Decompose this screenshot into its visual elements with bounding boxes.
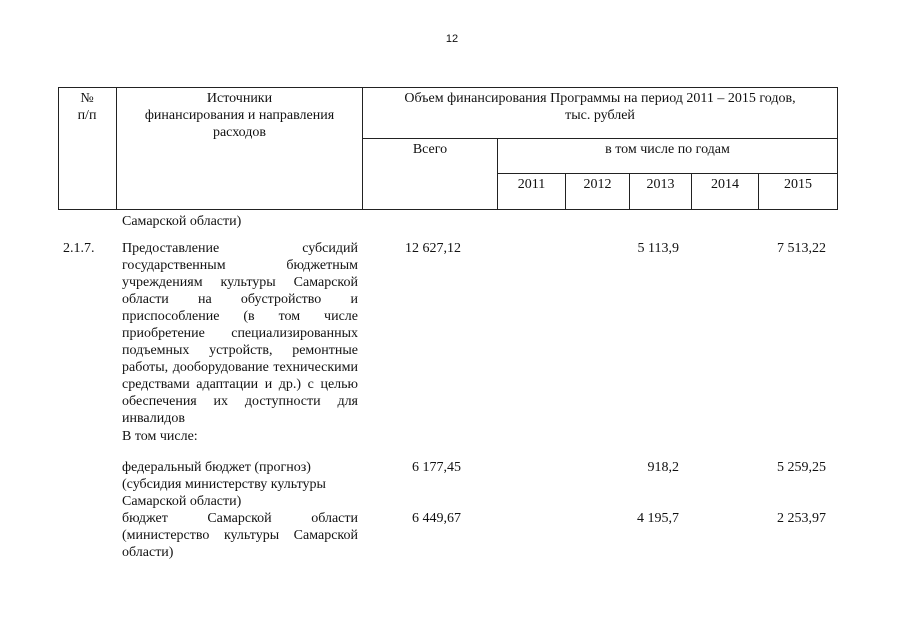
regional-2015: 2 253,97 xyxy=(777,511,826,526)
continuation-text: Самарской области) xyxy=(122,214,242,229)
regional-2013: 4 195,7 xyxy=(637,511,679,526)
federal-2013: 918,2 xyxy=(647,460,679,475)
header-total: Всего xyxy=(412,142,448,157)
page-number: 12 xyxy=(445,33,459,45)
item-number: 2.1.7. xyxy=(63,241,95,256)
header-number: № п/п xyxy=(77,91,97,123)
header-bottom-border xyxy=(58,209,838,210)
header-volume: Объем финансирования Программы на период 2011 – 2015 годов, тыс. рублей xyxy=(404,91,796,123)
header-rule-years xyxy=(497,173,838,174)
header-top-border xyxy=(58,87,838,88)
table-right-border xyxy=(837,87,838,209)
header-year-2013: 2013 xyxy=(646,177,675,192)
header-year-2014: 2014 xyxy=(711,177,739,192)
header-rule-volume xyxy=(362,138,838,139)
federal-total: 6 177,45 xyxy=(412,460,461,475)
header-year-2015: 2015 xyxy=(784,177,812,192)
regional-description: бюджет Самарской области (министерство культуры Самарской области) xyxy=(122,511,358,560)
header-by-years: в том числе по годам xyxy=(605,142,730,157)
federal-2015: 5 259,25 xyxy=(777,460,826,475)
item-2013: 5 113,9 xyxy=(637,241,679,256)
header-year-2012: 2012 xyxy=(583,177,612,192)
federal-description: федеральный бюджет (прогноз) (субсидия министерству культуры Самарской области) xyxy=(122,460,326,509)
item-description: Предоставление субсидий государственным бюджетным учреждениям культуры Самарской области на обустройство и приспособление (в том числе приобретение специализированных подъемных устройств, ремонтные работы, дооборудование техническими средствами адаптации и др.) с целью обеспечения их доступности для инвалидов xyxy=(122,241,358,426)
header-year-2011: 2011 xyxy=(517,177,546,192)
item-2015: 7 513,22 xyxy=(777,241,826,256)
including-label: В том числе: xyxy=(122,429,198,444)
item-total: 12 627,12 xyxy=(405,241,461,256)
header-sources: Источники финансирования и направления расходов xyxy=(144,91,335,140)
regional-total: 6 449,67 xyxy=(412,511,461,526)
